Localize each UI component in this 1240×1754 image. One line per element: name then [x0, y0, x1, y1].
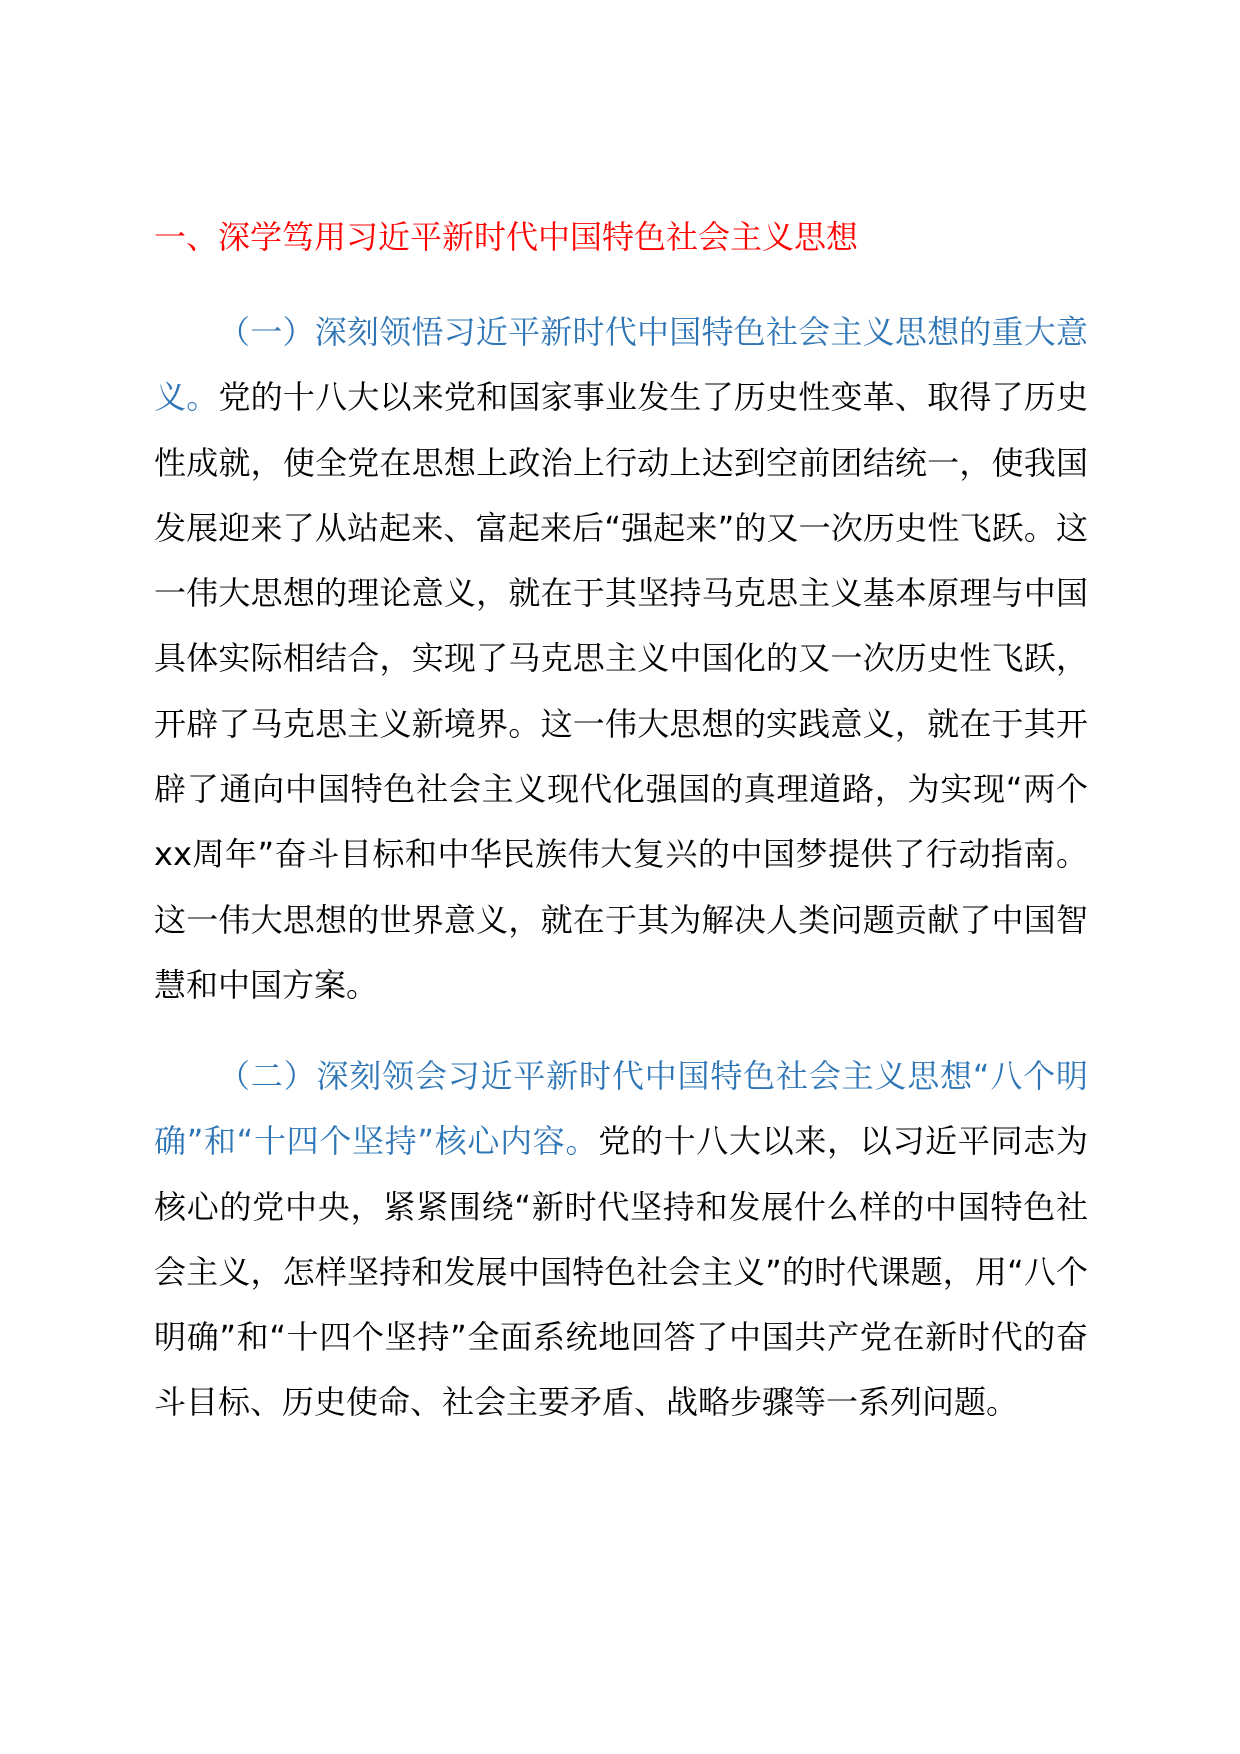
section-heading: 一、深学笃用习近平新时代中国特色社会主义思想 [154, 218, 859, 256]
paragraph-significance-body: 党的十八大以来党和国家事业发生了历史性变革、取得了历史性成就，使全党在思想上政治上行动上达到空前团结统一，使我国发展迎来了从站起来、富起来后“强起来”的又一次历史性飞跃。这一伟大思想的理论意义，就在于其坚持马克思主义基本原理与中国具体实际相结合，实现了马克思主义中国化的又一次历史性飞跃，开辟了马克思主义新境界。这一伟大思想的实践意义，就在于其开辟了通向中国特色社会主义现代化强国的真理道路，为实现“两个xx周年”奋斗目标和中华民族伟大复兴的中国梦提供了行动指南。这一伟大思想的世界意义，就在于其为解决人类问题贡献了中国智慧和中国方案。 [154, 378, 1088, 1004]
paragraph-core-content [154, 1044, 1088, 1436]
paragraph-significance [154, 300, 1088, 1018]
subheading-significance: （一）深刻领悟习近平新时代中国特色社会主义思想的重大意义。 [154, 313, 1088, 417]
paragraph-core-content-body: 党的十八大以来，以习近平同志为核心的党中央，紧紧围绕“新时代坚持和发展什么样的中国特色社会主义，怎样坚持和发展中国特色社会主义”的时代课题，用“八个明确”和“十四个坚持”全面系统地回答了中国共产党在新时代的奋斗目标、历史使命、社会主要矛盾、战略步骤等一系列问题。 [154, 1122, 1088, 1422]
subheading-core-content: （二）深刻领会习近平新时代中国特色社会主义思想“八个明确”和“十四个坚持”核心内容。 [154, 1057, 1088, 1161]
